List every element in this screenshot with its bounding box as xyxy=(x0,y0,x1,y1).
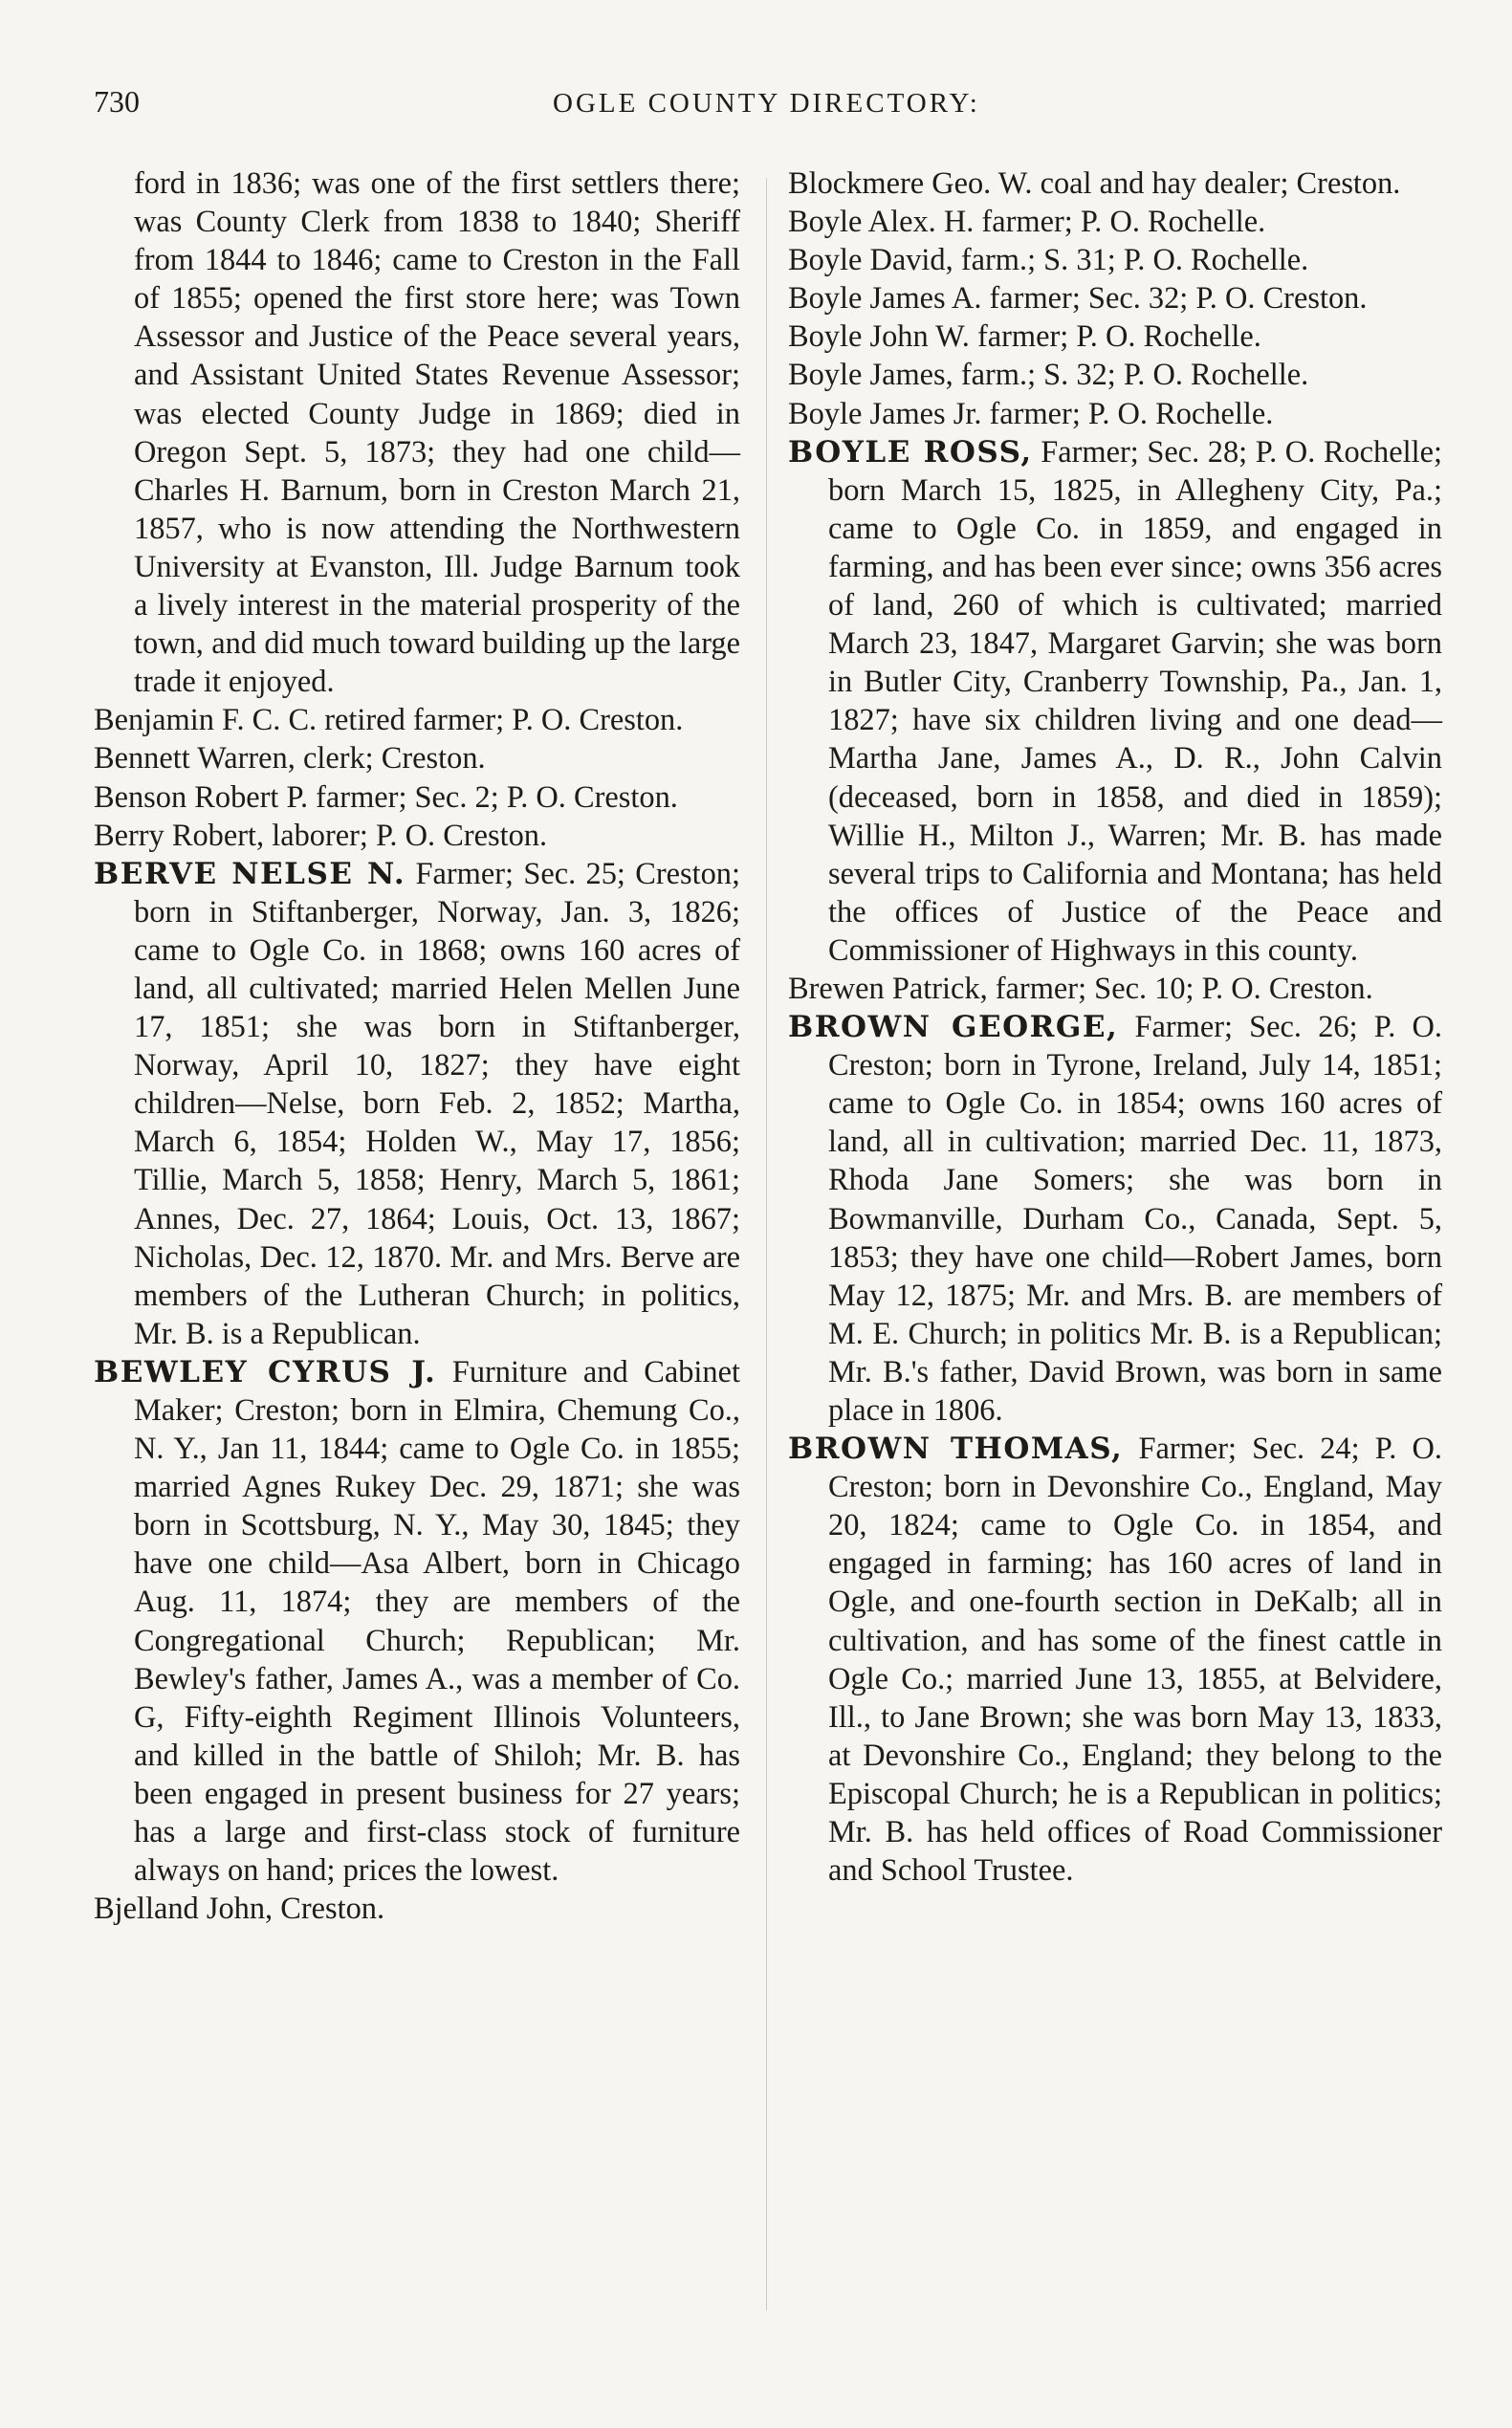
directory-entry xyxy=(788,241,1442,279)
directory-entry xyxy=(94,1890,740,1928)
entry-text: Boyle James A. farmer; Sec. 32; P. O. Creston. xyxy=(788,281,1368,317)
entry-text: Boyle James Jr. farmer; P. O. Rochelle. xyxy=(788,396,1274,431)
page-number: 730 xyxy=(94,84,140,119)
entry-text: Bjelland John, Creston. xyxy=(94,1892,385,1927)
entry-name: BOYLE ROSS, xyxy=(788,434,1033,470)
entry-text: Boyle John W. farmer; P. O. Rochelle. xyxy=(788,319,1261,355)
entry-text: Bennett Warren, clerk; Creston. xyxy=(94,741,486,777)
directory-entry xyxy=(94,739,740,777)
entry-text: ford in 1836; was one of the first settlers there; was County Clerk from 1838 to 1840; Sheriff from 1844 to 1846; came to Creston in the Fall of 1855; opened the first store here; was Town Assessor and Justice of the Peace several years, and Assistant United States Revenue Assessor; was elected County Judge in 1869; died in Oregon Sept. 5, 1873; they had one child—Charles H. Barnum, born in Creston March 21, 1857, who is now attending the Northwestern University at Evanston, Ill. Judge Barnum took a lively interest in the material prosperity of the town, and did much toward building up the large trade it enjoyed. xyxy=(134,166,740,700)
directory-entry xyxy=(788,1430,1442,1890)
directory-entry xyxy=(788,970,1442,1008)
directory-title: OGLE COUNTY DIRECTORY: xyxy=(553,88,980,119)
directory-entry xyxy=(788,164,1442,203)
directory-entry xyxy=(788,317,1442,356)
directory-entry xyxy=(94,164,740,701)
running-head xyxy=(94,84,1433,126)
entry-text: Boyle James, farm.; S. 32; P. O. Rochelle. xyxy=(788,358,1309,393)
entry-name: BEWLEY CYRUS J. xyxy=(94,1354,437,1389)
entry-text: Farmer; Sec. 25; Creston; born in Stiftanberger, Norway, Jan. 3, 1826; came to Ogle Co. in 1868; owns 160 acres of land, all cultivated; married Helen Mellen June 17, 1851; she was born in Stiftanberger, Norway, April 10, 1827; they have eight children—Nelse, born Feb. 2, 1852; Martha, March 6, 1854; Holden W., May 17, 1856; Tillie, March 5, 1858; Henry, March 5, 1861; Annes, Dec. 27, 1864; Louis, Oct. 13, 1867; Nicholas, Dec. 12, 1870. Mr. and Mrs. Berve are members of the Lutheran Church; in politics, Mr. B. is a Republican. xyxy=(134,856,740,1351)
entry-name: BROWN THOMAS, xyxy=(788,1432,1124,1467)
entry-name: BERVE NELSE N. xyxy=(94,856,406,891)
entry-text: Benjamin F. C. C. retired farmer; P. O. Creston. xyxy=(94,703,684,738)
directory-entry xyxy=(94,855,740,1353)
directory-entry xyxy=(788,279,1442,317)
entry-text: Boyle Alex. H. farmer; P. O. Rochelle. xyxy=(788,205,1266,240)
entry-text: Farmer; Sec. 26; P. O. Creston; born in Tyrone, Ireland, July 14, 1851; came to Ogle Co. in 1854; owns 160 acres of land, all in cultivation; married Dec. 11, 1873, Rhoda Jane Somers; she was born in Bowmanville, Durham Co., Canada, Sept. 5, 1853; they have one child—Robert James, born May 12, 1875; Mr. and Mrs. B. are members of M. E. Church; in politics Mr. B. is a Republican; Mr. B.'s father, David Brown, was born in same place in 1806. xyxy=(828,1010,1442,1428)
entry-text: Farmer; Sec. 28; P. O. Rochelle; born March 15, 1825, in Allegheny City, Pa.; came to Ogle Co. in 1859, and engaged in farming, and has been ever since; owns 356 acres of land, 260 of which is cultivated; married March 23, 1847, Margaret Garvin; she was born in Butler City, Cranberry Township, Pa., Jan. 1, 1827; have six children living and one dead—Martha Jane, James A., D. R., John Calvin (deceased, born in 1858, and died in 1859); Willie H., Milton J., Warren; Mr. B. has made several trips to California and Montana; has held the offices of Justice of the Peace and Commissioner of Highways in this county. xyxy=(828,434,1442,968)
entry-text: Brewen Patrick, farmer; Sec. 10; P. O. Creston. xyxy=(788,971,1373,1006)
directory-entry xyxy=(94,817,740,855)
directory-entry xyxy=(94,778,740,817)
entry-text: Furniture and Cabinet Maker; Creston; born in Elmira, Chemung Co., N. Y., Jan 11, 1844; came to Ogle Co. in 1855; married Agnes Rukey Dec. 29, 1871; she was born in Scottsburg, N. Y., May 30, 1845; they have one child—Asa Albert, born in Chicago Aug. 11, 1874; they are members of the Congregational Church; Republican; Mr. Bewley's father, James A., was a member of Co. G, Fifty-eighth Regiment Illinois Volunteers, and killed in the battle of Shiloh; Mr. B. has been engaged in present business for 27 years; has a large and first-class stock of furniture always on hand; prices the lowest. xyxy=(134,1354,740,1889)
entry-name: BROWN GEORGE, xyxy=(788,1010,1119,1045)
directory-entry xyxy=(788,203,1442,241)
entry-text: Blockmere Geo. W. coal and hay dealer; Creston. xyxy=(788,166,1401,201)
entry-text: Boyle David, farm.; S. 31; P. O. Rochelle. xyxy=(788,243,1309,278)
entry-text: Farmer; Sec. 24; P. O. Creston; born in Devonshire Co., England, May 20, 1824; came to Ogle Co. in 1854, and engaged in farming; has 160 acres of land in Ogle, and one-fourth section in DeKalb; all in cultivation, and has some of the finest cattle in Ogle Co.; married June 13, 1855, at Belvidere, Ill., to Jane Brown; she was born May 13, 1833, at Devonshire Co., England; they belong to the Episcopal Church; he is a Republican in politics; Mr. B. has held offices of Road Commissioner and School Trustee. xyxy=(828,1432,1442,1889)
column-divider xyxy=(766,178,767,2310)
directory-entry xyxy=(788,356,1442,394)
entry-text: Berry Robert, laborer; P. O. Creston. xyxy=(94,818,548,853)
directory-entry xyxy=(788,433,1442,970)
directory-entry xyxy=(94,1353,740,1890)
directory-entry xyxy=(788,395,1442,433)
directory-entry xyxy=(788,1008,1442,1430)
left-column xyxy=(94,164,740,1928)
directory-entry xyxy=(94,701,740,739)
right-column xyxy=(788,164,1442,1890)
entry-text: Benson Robert P. farmer; Sec. 2; P. O. Creston. xyxy=(94,779,678,815)
